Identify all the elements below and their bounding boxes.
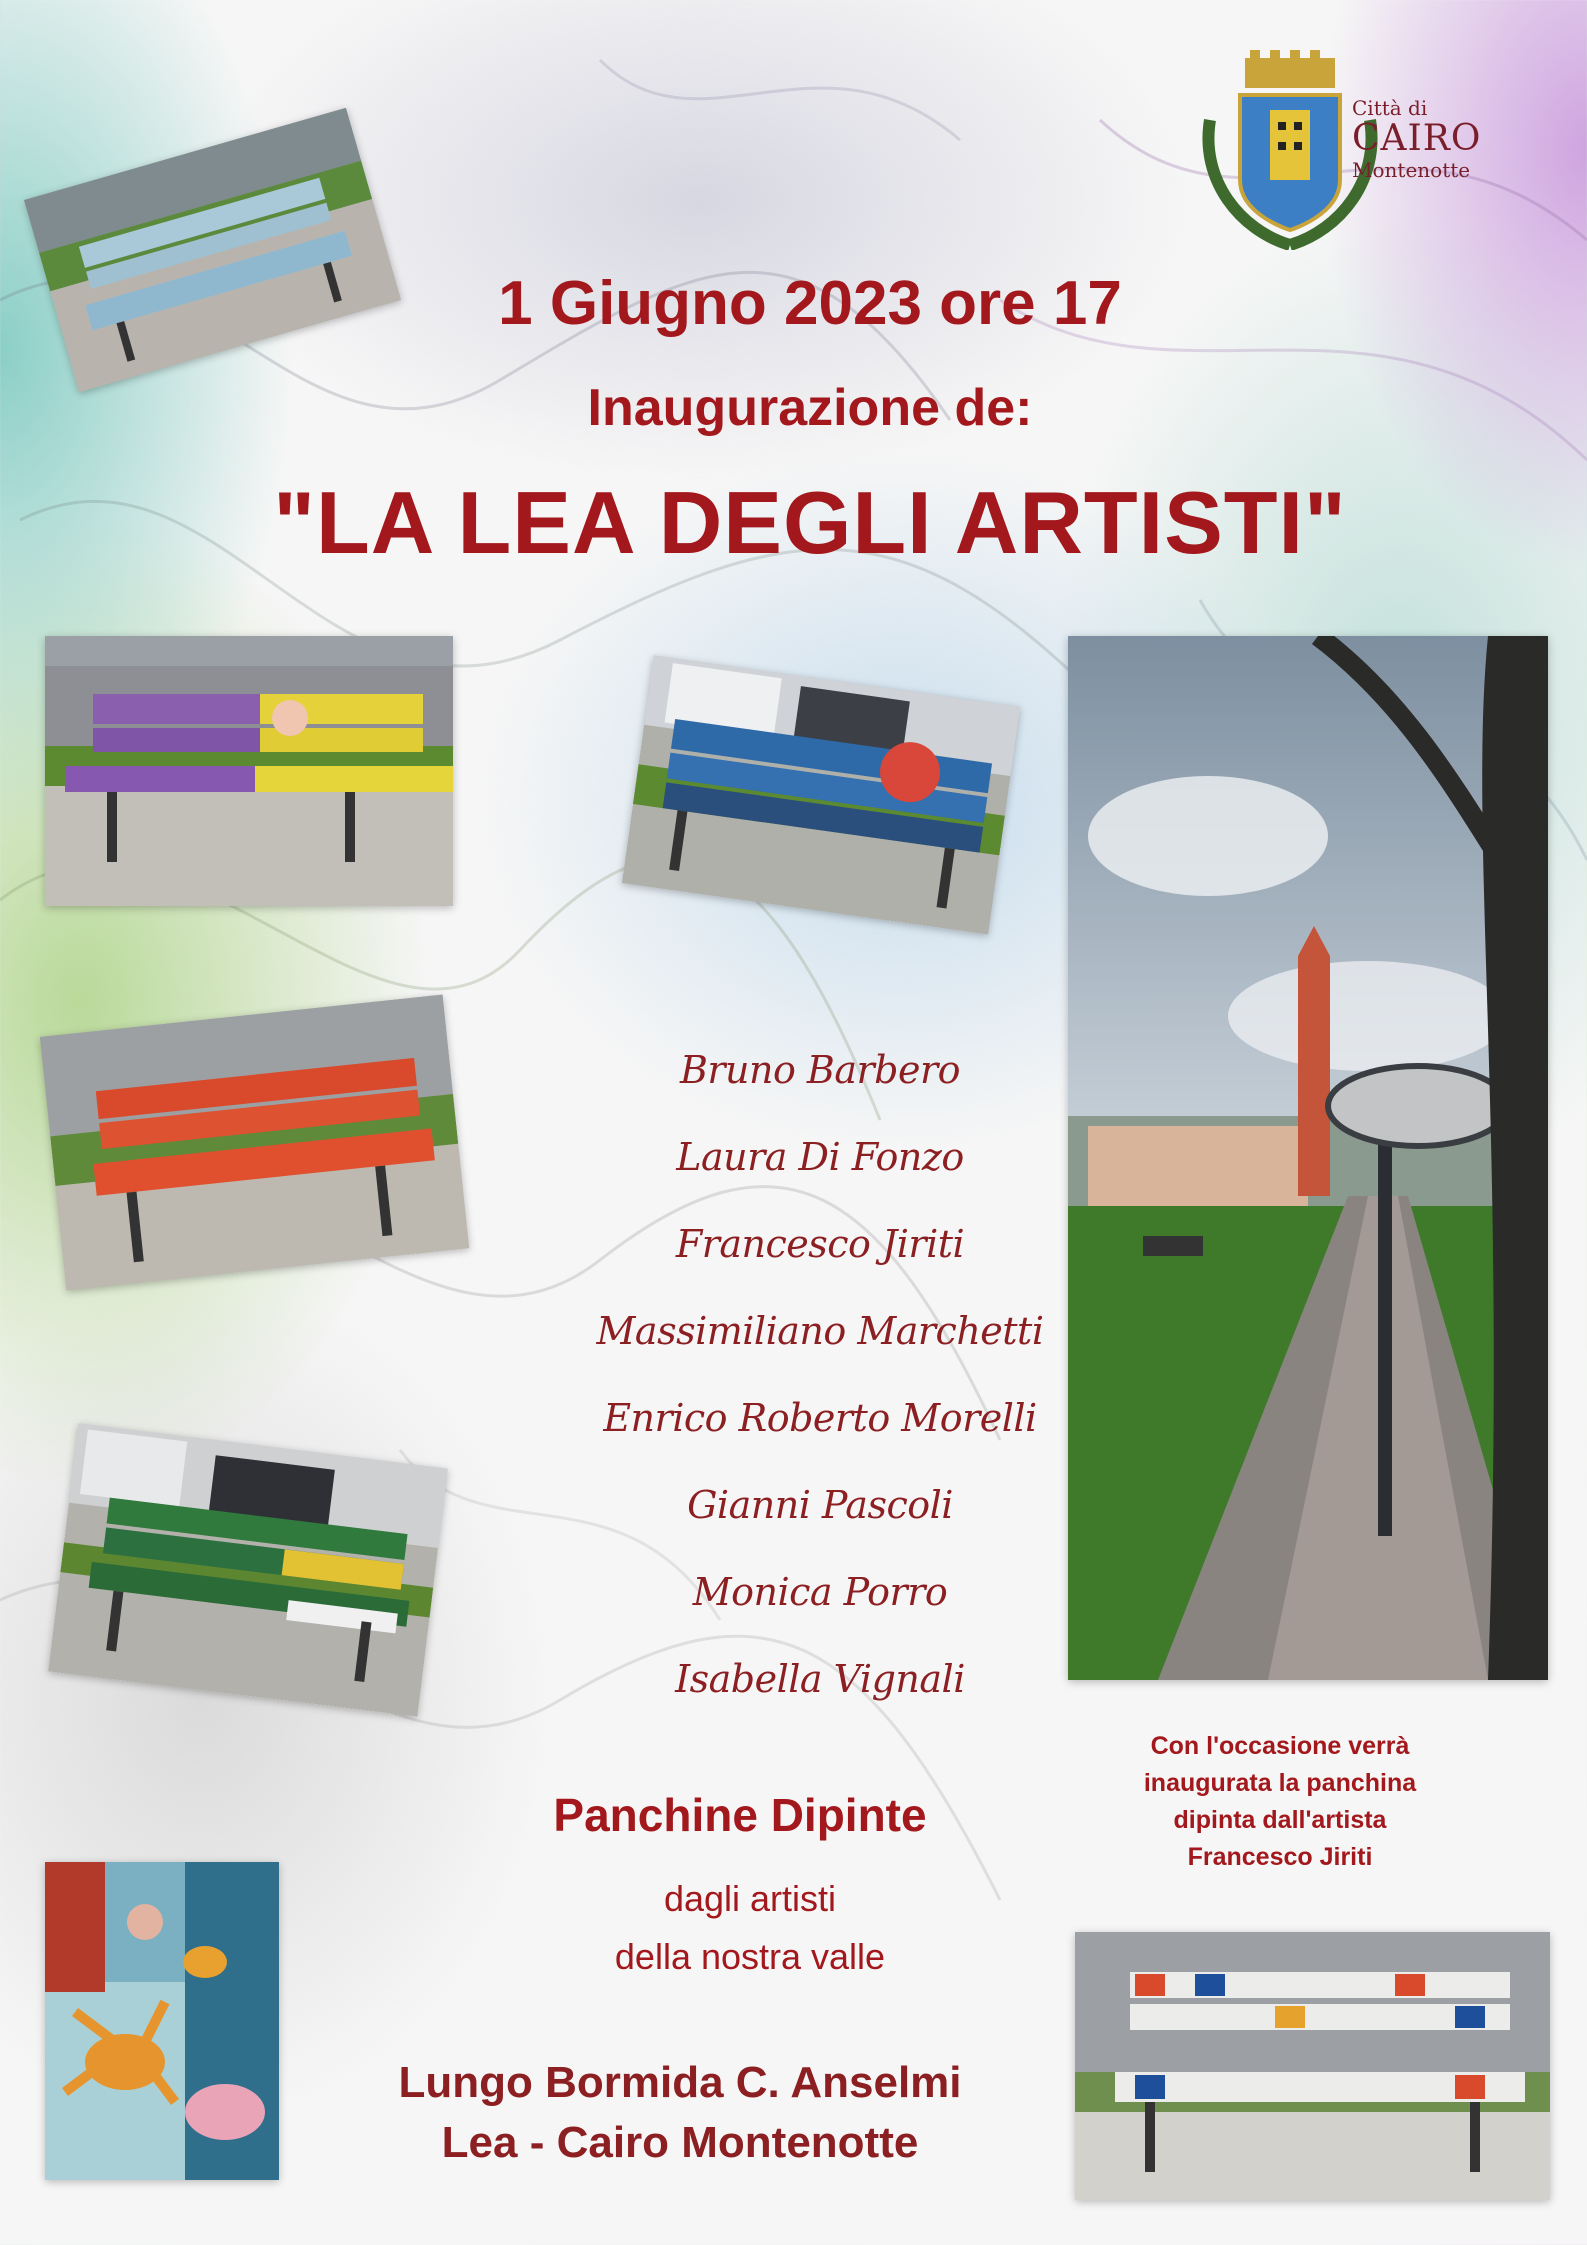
bench-photo-top-left	[24, 108, 401, 393]
bench-photo-green	[48, 1423, 448, 1716]
occasion-line-1: Con l'occasione verrà	[1150, 1732, 1410, 1760]
panchine-line-2: della nostra valle	[614, 1936, 886, 1977]
artist-name: Gianni Pascoli	[687, 1483, 953, 1527]
occasion-line-2: inaugurata la panchina	[1143, 1769, 1417, 1797]
logo-line-2: CAIRO	[1352, 118, 1482, 159]
occasion-line-3: dipinta dall'artista	[1173, 1806, 1387, 1834]
jiriti-bench-photo	[1075, 1932, 1550, 2200]
artist-name: Monica Porro	[692, 1570, 948, 1614]
artist-name: Bruno Barbero	[679, 1048, 961, 1092]
occasion-note	[1090, 1728, 1470, 1876]
artist-name: Francesco Jiriti	[675, 1222, 965, 1266]
artist-name: Laura Di Fonzo	[676, 1135, 964, 1179]
location-line-1: Lungo Bormida C. Anselmi	[398, 2058, 962, 2107]
frog-painting-photo	[45, 1862, 279, 2180]
bench-photo-red	[40, 995, 469, 1291]
panchine-title: Panchine Dipinte	[553, 1789, 927, 1841]
logo-line-1: Città di	[1352, 96, 1428, 120]
artist-name: Isabella Vignali	[675, 1657, 965, 1701]
bench-photo-blue	[622, 655, 1020, 934]
artists-list	[590, 1038, 1050, 1734]
logo-text	[1352, 96, 1481, 182]
artist-name: Massimiliano Marchetti	[596, 1309, 1044, 1353]
event-date-line: 1 Giugno 2023 ore 17	[498, 269, 1122, 338]
artist-name: Enrico Roberto Morelli	[603, 1396, 1037, 1440]
event-main-title: "LA LEA DEGLI ARTISTI"	[273, 473, 1347, 572]
panchine-line-1: dagli artisti	[663, 1878, 837, 1919]
occasion-line-4: Francesco Jiriti	[1187, 1843, 1373, 1871]
bench-photo-yellow	[45, 636, 453, 906]
park-avenue-photo	[1068, 636, 1548, 1680]
event-subtitle: Inaugurazione de:	[587, 379, 1033, 437]
logo-line-3: Montenotte	[1352, 158, 1471, 182]
location-line-2: Lea - Cairo Montenotte	[441, 2118, 919, 2167]
